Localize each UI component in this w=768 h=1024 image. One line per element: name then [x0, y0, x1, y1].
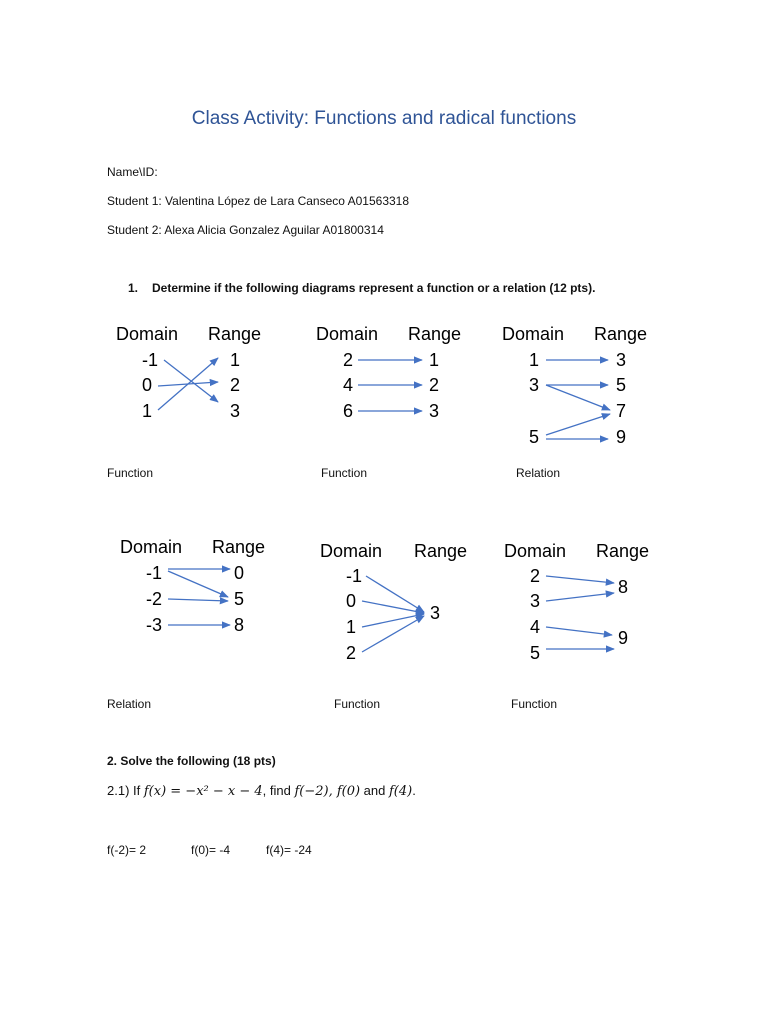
- mapping-arrow: [362, 601, 424, 613]
- question-2-1: [107, 783, 416, 799]
- mapping-arrow: [366, 576, 424, 612]
- diagram-1-answer: Function: [107, 466, 154, 480]
- diagram-3: [496, 318, 676, 453]
- range-header: Range: [208, 324, 262, 344]
- evaluation-points: f(−2), f(0): [294, 784, 361, 799]
- range-value: 5: [616, 375, 627, 395]
- range-header: Range: [414, 541, 468, 561]
- domain-header: Domain: [116, 324, 179, 344]
- range-value: 0: [234, 563, 245, 583]
- range-header: Range: [212, 537, 266, 557]
- diagram-4: [114, 531, 294, 641]
- range-value: 5: [234, 589, 245, 609]
- range-value: 3: [430, 603, 441, 623]
- question-1-number: 1.: [128, 281, 139, 295]
- name-id-label: Name\ID:: [107, 165, 158, 179]
- domain-value: 2: [343, 350, 354, 370]
- range-value: 2: [429, 375, 440, 395]
- q2-1-and: and: [360, 783, 389, 798]
- domain-value: 6: [343, 401, 354, 421]
- domain-value: 4: [343, 375, 354, 395]
- range-value: 3: [429, 401, 440, 421]
- domain-header: Domain: [502, 324, 565, 344]
- range-value: 2: [230, 375, 241, 395]
- function-definition: f(x) = −x² − x − 4: [143, 784, 263, 799]
- mapping-arrow: [546, 576, 614, 583]
- range-header: Range: [408, 324, 462, 344]
- diagram-2: [310, 318, 490, 428]
- question-2: 2. Solve the following (18 pts): [107, 754, 276, 768]
- evaluation-point-last: f(4): [388, 784, 413, 799]
- mapping-arrow: [546, 627, 612, 635]
- answer-f-0: f(0)= -4: [191, 843, 231, 857]
- mapping-arrow: [158, 358, 218, 410]
- domain-value: -2: [146, 589, 163, 609]
- range-header: Range: [596, 541, 650, 561]
- student-1-line: Student 1: Valentina López de Lara Canseco A01563318: [107, 194, 410, 208]
- range-value: 9: [618, 628, 629, 648]
- range-value: 1: [429, 350, 440, 370]
- q2-1-find: , find: [262, 783, 295, 798]
- domain-value: 2: [346, 643, 357, 663]
- student-2-line: Student 2: Alexa Alicia Gonzalez Aguilar A01800314: [107, 223, 384, 237]
- diagram-5-answer: Function: [334, 697, 381, 711]
- answer-f-neg2: f(-2)= 2: [107, 843, 147, 857]
- domain-value: -1: [346, 566, 363, 586]
- range-value: 8: [234, 615, 245, 635]
- range-value: 8: [618, 577, 629, 597]
- domain-header: Domain: [504, 541, 567, 561]
- diagram-6: [498, 535, 678, 670]
- domain-value: 0: [346, 591, 357, 611]
- domain-value: -1: [142, 350, 159, 370]
- mapping-arrow: [546, 385, 610, 410]
- range-header: Range: [594, 324, 648, 344]
- answer-f-4: f(4)= -24: [266, 843, 312, 857]
- domain-value: 3: [530, 591, 541, 611]
- domain-value: 0: [142, 375, 153, 395]
- domain-value: -1: [146, 563, 163, 583]
- range-value: 3: [616, 350, 627, 370]
- range-value: 1: [230, 350, 241, 370]
- domain-value: 3: [529, 375, 540, 395]
- diagram-6-answer: Function: [511, 697, 558, 711]
- mapping-arrow: [168, 599, 228, 601]
- diagram-5: [314, 535, 494, 670]
- domain-header: Domain: [316, 324, 379, 344]
- mapping-arrow: [546, 593, 614, 601]
- page-title: Class Activity: Functions and radical functions: [191, 108, 577, 129]
- domain-value: 5: [530, 643, 541, 663]
- mapping-arrow: [362, 616, 424, 652]
- diagram-2-answer: Function: [321, 466, 368, 480]
- diagram-4-answer: Relation: [107, 697, 152, 711]
- range-value: 7: [616, 401, 627, 421]
- mapping-arrow: [546, 414, 610, 435]
- domain-value: -3: [146, 615, 163, 635]
- question-1-text: Determine if the following diagrams represent a function or a relation (12 pts).: [152, 281, 596, 295]
- domain-value: 2: [530, 566, 541, 586]
- domain-header: Domain: [120, 537, 183, 557]
- domain-header: Domain: [320, 541, 383, 561]
- range-value: 3: [230, 401, 241, 421]
- domain-value: 4: [530, 617, 541, 637]
- question-1: [128, 281, 595, 295]
- domain-value: 5: [529, 427, 540, 447]
- diagram-1: [110, 318, 290, 428]
- domain-value: 1: [346, 617, 357, 637]
- domain-value: 1: [529, 350, 540, 370]
- q2-1-end: .: [412, 783, 416, 798]
- q2-1-prefix: 2.1) If: [107, 783, 144, 798]
- mapping-arrow: [362, 614, 424, 627]
- range-value: 9: [616, 427, 627, 447]
- diagram-3-answer: Relation: [516, 466, 561, 480]
- mapping-arrow: [168, 571, 228, 597]
- domain-value: 1: [142, 401, 153, 421]
